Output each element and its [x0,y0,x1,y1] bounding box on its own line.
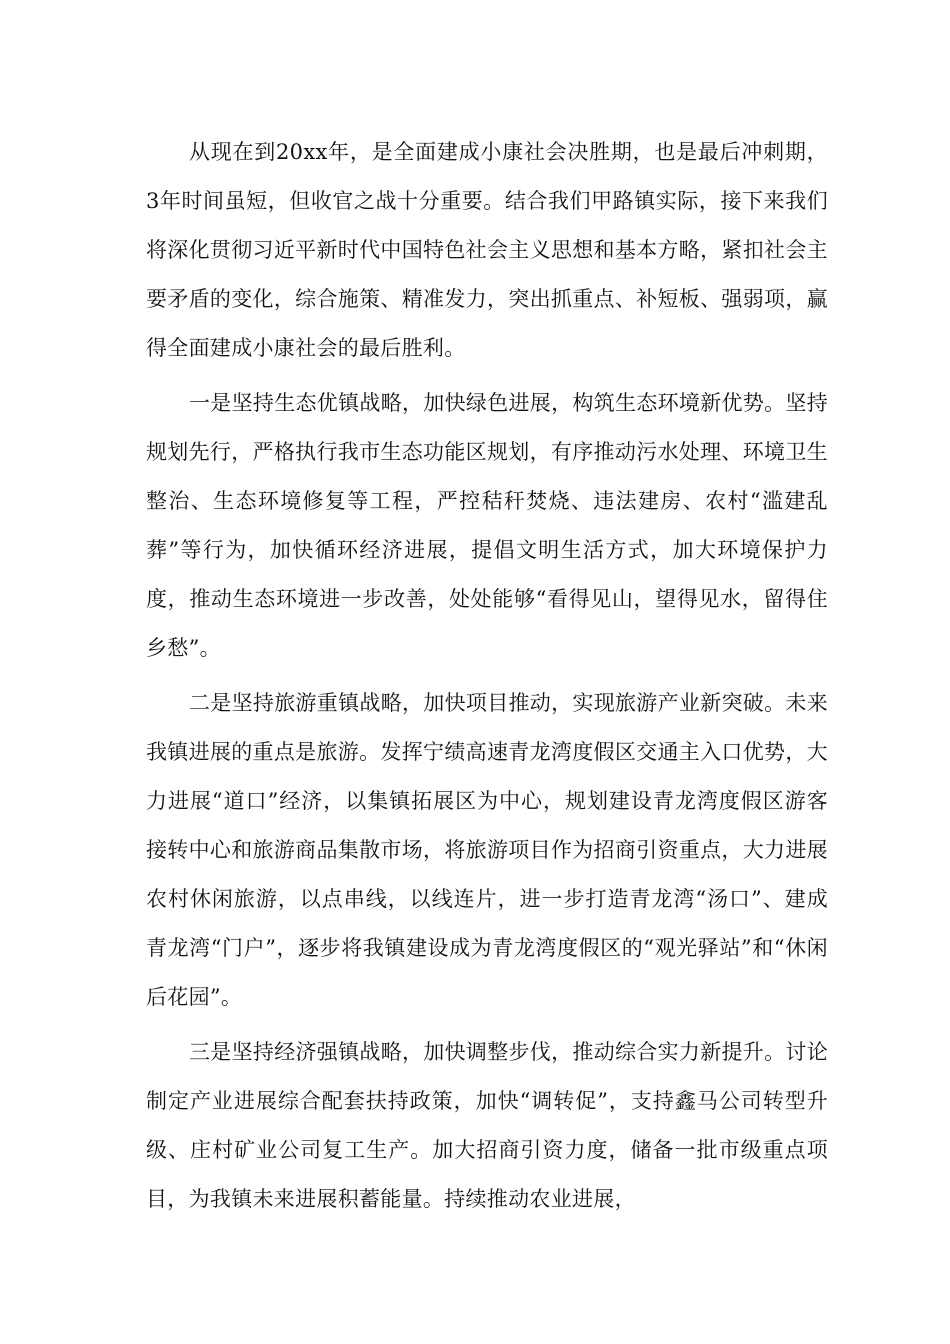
paragraph-intro: 从现在到20xx年，是全面建成小康社会决胜期，也是最后冲刺期，3年时间虽短，但收官之战十分重要。结合我们甲路镇实际，接下来我们将深化贯彻习近平新时代中国特色社会主义思想和基本方略，紧扣社会主要矛盾的变化，综合施策、精准发力，突出抓重点、补短板、强弱项，赢得全面建成小康社会的最后胜利。 [146,140,828,360]
paragraph-economy: 三是坚持经济强镇战略，加快调整步伐，推动综合实力新提升。讨论制定产业进展综合配套扶持政策，加快“调转促”，支持鑫马公司转型升级、庄村矿业公司复工生产。加大招商引资力度，储备一批市级重点项目，为我镇未来进展积蓄能量。持续推动农业进展， [146,1040,828,1211]
document-body [146,128,828,1230]
paragraph-ecology: 一是坚持生态优镇战略，加快绿色进展，构筑生态环境新优势。坚持规划先行，严格执行我市生态功能区规划，有序推动污水处理、环境卫生整治、生态环境修复等工程，严控秸秆焚烧、违法建房、农村“滥建乱葬”等行为，加快循环经济进展，提倡文明生活方式，加大环境保护力度，推动生态环境进一步改善，处处能够“看得见山，望得见水，留得住乡愁”。 [146,391,828,660]
paragraph-tourism: 二是坚持旅游重镇战略，加快项目推动，实现旅游产业新突破。未来我镇进展的重点是旅游。发挥宁绩高速青龙湾度假区交通主入口优势，大力进展“道口”经济，以集镇拓展区为中心，规划建设青龙湾度假区游客接转中心和旅游商品集散市场，将旅游项目作为招商引资重点，大力进展农村休闲旅游，以点串线，以线连片，进一步打造青龙湾“汤口”、建成青龙湾“门户”，逐步将我镇建设成为青龙湾度假区的“观光驿站”和“休闲后花园”。 [146,691,828,1009]
